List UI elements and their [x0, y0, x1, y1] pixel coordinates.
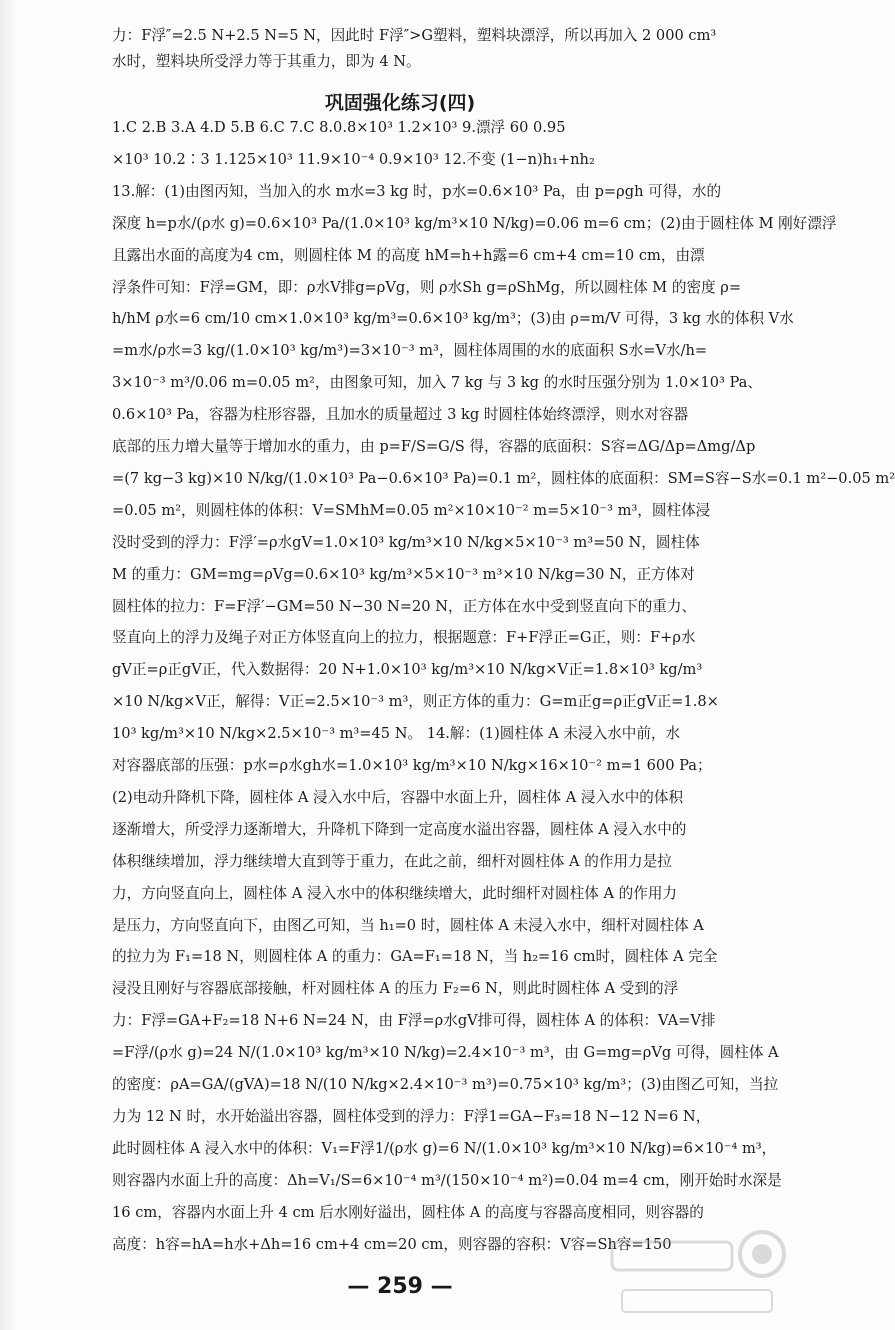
watermark-logo [592, 1224, 792, 1324]
text-line: 体积继续增加，浮力继续增大直到等于重力，在此之前，细杆对圆柱体 A 的作用力是拉 [112, 853, 672, 870]
text-line: 13.解：(1)由图丙知，当加入的水 m水=3 kg 时，p水=0.6×10³ Pa，由 p=ρgh 可得，水的 [112, 183, 722, 200]
text-line: ×10³ 10.2∶3 1.125×10³ 11.9×10⁻⁴ 0.9×10³ 12.不变 (1−n)h₁+nh₂ [112, 151, 595, 168]
text-line: ×10 N/kg×V正，解得：V正=2.5×10⁻³ m³，则正方体的重力：G=m正g=ρ正gV正=1.8× [112, 693, 719, 710]
text-line: =0.05 m²，则圆柱体的体积：V=SMhM=0.05 m²×10×10⁻² m=5×10⁻³ m³，圆柱体浸 [112, 502, 711, 519]
text-line: M 的重力：GM=mg=ρVg=0.6×10³ kg/m³×5×10⁻³ m³×10 N/kg=30 N，正方体对 [112, 566, 695, 583]
text-line: h/hM ρ水=6 cm/10 cm×1.0×10³ kg/m³=0.6×10³ kg/m³；(3)由 ρ=m/V 可得，3 kg 水的体积 V水 [112, 310, 794, 327]
text-line: 浮条件可知：F浮=GM，即：ρ水V排g=ρVg，则 ρ水Sh g=ρShMg，所以圆柱体 M 的密度 ρ= [112, 279, 742, 296]
text-line: 且露出水面的高度为4 cm，则圆柱体 M 的高度 hM=h+h露=6 cm+4 cm=10 cm，由漂 [112, 247, 705, 264]
text-line: 力：F浮″=2.5 N+2.5 N=5 N，因此时 F浮″>G塑料，塑料块漂浮，所以再加入 2 000 cm³ [112, 27, 717, 44]
text-line: 逐渐增大，所受浮力逐渐增大，升降机下降到一定高度水溢出容器，圆柱体 A 浸入水中的 [112, 821, 687, 838]
text-line: 10³ kg/m³×10 N/kg×2.5×10⁻³ m³=45 N。 14.解：(1)圆柱体 A 未浸入水中前，水 [112, 725, 681, 742]
text-line: 竖直向上的浮力及绳子对正方体竖直向上的拉力，根据题意：F+F浮正=G正，则：F+ρ水 [112, 629, 696, 646]
text-line: 浸没且刚好与容器底部接触，杆对圆柱体 A 的压力 F₂=6 N，则此时圆柱体 A 受到的浮 [112, 980, 679, 997]
text-line: =F浮/(ρ水 g)=24 N/(1.0×10³ kg/m³×10 N/kg)=2.4×10⁻³ m³，由 G=mg=ρVg 可得，圆柱体 A [112, 1044, 779, 1061]
page-number: — 259 — [347, 1274, 453, 1299]
text-line: 1.C 2.B 3.A 4.D 5.B 6.C 7.C 8.0.8×10³ 1.2×10³ 9.漂浮 60 0.95 [112, 119, 566, 136]
text-line: (2)电动升降机下降，圆柱体 A 浸入水中后，容器中水面上升，圆柱体 A 浸入水中的体积 [112, 789, 684, 806]
text-line: 力，方向竖直向上，圆柱体 A 浸入水中的体积继续增大，此时细杆对圆柱体 A 的作用力 [112, 885, 678, 902]
text-line: 16 cm，容器内水面上升 4 cm 后水刚好溢出，圆柱体 A 的高度与容器高度相同，则容器的 [112, 1204, 704, 1221]
text-line: 对容器底部的压强：p水=ρ水gh水=1.0×10³ kg/m³×10 N/kg×16×10⁻² m=1 600 Pa； [112, 757, 712, 774]
text-line: 0.6×10³ Pa，容器为柱形容器，且加水的质量超过 3 kg 时圆柱体始终漂浮，则水对容器 [112, 406, 689, 423]
text-line: 深度 h=p水/(ρ水 g)=0.6×10³ Pa/(1.0×10³ kg/m³×10 N/kg)=0.06 m=6 cm；(2)由于圆柱体 M 刚好漂浮 [112, 215, 837, 232]
text-line: =m水/ρ水=3 kg/(1.0×10³ kg/m³)=3×10⁻³ m³，圆柱体周围的水的底面积 S水=V水/h= [112, 342, 708, 359]
text-line: 高度：h容=hA=h水+Δh=16 cm+4 cm=20 cm，则容器的容积：V容=Sh容=150 [112, 1236, 672, 1253]
text-line: 没时受到的浮力：F浮′=ρ水gV=1.0×10³ kg/m³×10 N/kg×5×10⁻³ m³=50 N，圆柱体 [112, 534, 700, 551]
text-line: 圆柱体的拉力：F=F浮′−GM=50 N−30 N=20 N，正方体在水中受到竖直向下的重力、 [112, 598, 697, 615]
text-line: 的拉力为 F₁=18 N，则圆柱体 A 的重力：GA=F₁=18 N，当 h₂=16 cm时，圆柱体 A 完全 [112, 948, 718, 965]
text-line: 底部的压力增大量等于增加水的重力，由 p=F/S=G/S 得，容器的底面积：S容=ΔG/Δp=Δmg/Δp [112, 438, 756, 455]
text-line: =(7 kg−3 kg)×10 N/kg/(1.0×10³ Pa−0.6×10³ Pa)=0.1 m²，圆柱体的底面积：SM=S容−S水=0.1 m²−0.05 m² [112, 470, 895, 487]
text-line: 的密度：ρA=GA/(gVA)=18 N/(10 N/kg×2.4×10⁻³ m³)=0.75×10³ kg/m³；(3)由图乙可知，当拉 [112, 1076, 779, 1093]
text-line: 则容器内水面上升的高度：Δh=V₁/S=6×10⁻⁴ m³/(150×10⁻⁴ m²)=0.04 m=4 cm，刚开始时水深是 [112, 1172, 782, 1189]
text-line: 力：F浮=GA+F₂=18 N+6 N=24 N，由 F浮=ρ水gV排可得，圆柱体 A 的体积：VA=V排 [112, 1012, 716, 1029]
text-line: 水时，塑料块所受浮力等于其重力，即为 4 N。 [112, 53, 421, 70]
page-fold-shadow [0, 0, 18, 1330]
text-line: 力为 12 N 时，水开始溢出容器，圆柱体受到的浮力：F浮1=GA−F₃=18 N−12 N=6 N， [112, 1108, 711, 1125]
text-line: gV正=ρ正gV正，代入数据得：20 N+1.0×10³ kg/m³×10 N/kg×V正=1.8×10³ kg/m³ [112, 661, 703, 678]
text-line: 3×10⁻³ m³/0.06 m=0.05 m²，由图象可知，加入 7 kg 与 3 kg 的水时压强分别为 1.0×10³ Pa、 [112, 374, 762, 391]
text-line: 是压力，方向竖直向下，由图乙可知，当 h₁=0 时，圆柱体 A 未浸入水中，细杆对圆柱体 A [112, 917, 704, 934]
text-line: 此时圆柱体 A 浸入水中的体积：V₁=F浮1/(ρ水 g)=6 N/(1.0×10³ kg/m³×10 N/kg)=6×10⁻⁴ m³， [112, 1140, 777, 1157]
section-title: 巩固强化练习(四) [324, 92, 476, 114]
